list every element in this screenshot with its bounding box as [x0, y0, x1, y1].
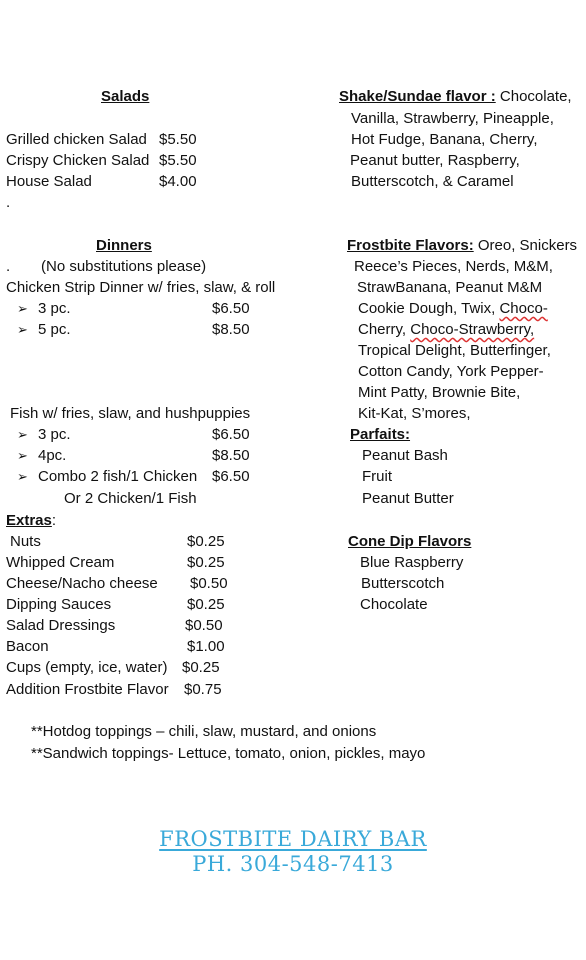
dinners-note: (No substitutions please)	[41, 258, 207, 275]
extras-heading-colon: :	[51, 512, 57, 529]
chicken-option-label: 3 pc.	[38, 300, 71, 317]
salad-item-house: House Salad	[6, 173, 92, 190]
extra-price: $0.25	[187, 596, 225, 613]
business-name-text: FROSTBITE DAIRY BAR	[159, 827, 427, 851]
parfait-item: Fruit	[362, 468, 392, 485]
hotdog-toppings-note: **Hotdog toppings – chili, slaw, mustard, and onions	[31, 723, 377, 740]
business-name	[0, 826, 586, 852]
extra-name: Nuts	[10, 533, 41, 550]
fish-option-price: $6.50	[212, 468, 250, 485]
fish-option-price: $6.50	[212, 426, 250, 443]
extra-price: $0.25	[187, 554, 225, 571]
salad-item-crispy: Crispy Chicken Salad	[6, 152, 150, 169]
shake-flavor-line: Hot Fudge, Banana, Cherry,	[351, 131, 538, 148]
extra-price: $1.00	[187, 638, 225, 655]
shake-heading: Shake/Sundae flavor :	[339, 88, 496, 105]
extras-heading	[6, 510, 56, 531]
bullet-arrow-icon: ➢	[17, 448, 28, 463]
frostbite-flavor-text: Choco-	[499, 300, 548, 317]
salad-item-grilled: Grilled chicken Salad	[6, 131, 147, 148]
frostbite-flavor-line: StrawBanana, Peanut M&M	[357, 279, 543, 296]
frostbite-flavor-line: Reece’s Pieces, Nerds, M&M,	[354, 258, 553, 275]
shake-flavor-line: Peanut butter, Raspberry,	[350, 152, 520, 169]
shake-flavor-line: Butterscotch, & Caramel	[351, 173, 514, 190]
frostbite-flavor-text: Cherry,	[358, 321, 407, 338]
extra-price: $0.75	[184, 681, 222, 698]
cone-dip-heading: Cone Dip Flavors	[348, 533, 472, 550]
salad-price-grilled: $5.50	[159, 131, 197, 148]
frostbite-flavor-line	[358, 319, 534, 340]
parfait-item: Peanut Butter	[362, 490, 454, 507]
frostbite-flavor-line	[358, 298, 548, 319]
dinners-note-dot: .	[6, 258, 11, 275]
chicken-option-label: 5 pc.	[38, 321, 71, 338]
chicken-option-price: $6.50	[212, 300, 250, 317]
extra-price: $0.25	[187, 533, 225, 550]
parfait-item: Peanut Bash	[362, 447, 448, 464]
bullet-arrow-icon: ➢	[17, 469, 28, 484]
bullet-arrow-icon: ➢	[17, 301, 28, 316]
extra-name: Addition Frostbite Flavor	[6, 681, 169, 698]
shake-heading-line	[339, 86, 572, 107]
salads-dot: .	[6, 194, 11, 211]
frostbite-heading-line	[347, 235, 577, 256]
salad-price-crispy: $5.50	[159, 152, 197, 169]
dinners-heading: Dinners	[96, 237, 152, 254]
bullet-arrow-icon: ➢	[17, 322, 28, 337]
frostbite-flavor-first: Oreo, Snickers	[477, 237, 578, 254]
extra-price: $0.50	[185, 617, 223, 634]
cone-dip-item: Chocolate	[360, 596, 428, 613]
salads-heading: Salads	[101, 88, 150, 105]
extra-price: $0.50	[190, 575, 228, 592]
parfaits-heading: Parfaits:	[350, 426, 411, 443]
extra-name: Cheese/Nacho cheese	[6, 575, 158, 592]
shake-flavor-first: Chocolate,	[499, 88, 572, 105]
fish-title: Fish w/ fries, slaw, and hushpuppies	[10, 405, 251, 422]
fish-option-price: $8.50	[212, 447, 250, 464]
chicken-strip-title: Chicken Strip Dinner w/ fries, slaw, & roll	[6, 279, 276, 296]
extra-name: Dipping Sauces	[6, 596, 112, 613]
business-phone: PH. 304-548-7413	[192, 852, 394, 876]
extra-name: Bacon	[6, 638, 49, 655]
cone-dip-item: Butterscotch	[361, 575, 445, 592]
extra-name: Salad Dressings	[6, 617, 116, 634]
frostbite-flavor-line: Tropical Delight, Butterfinger,	[358, 342, 551, 359]
fish-option-label: Combo 2 fish/1 Chicken	[38, 468, 198, 485]
extra-name: Cups (empty, ice, water)	[6, 659, 168, 676]
frostbite-flavor-line: Mint Patty, Brownie Bite,	[358, 384, 521, 401]
sandwich-toppings-note: **Sandwich toppings- Lettuce, tomato, onion, pickles, mayo	[31, 745, 426, 762]
extra-price: $0.25	[182, 659, 220, 676]
frostbite-flavor-line: Kit-Kat, S’mores,	[358, 405, 471, 422]
combo-alt: Or 2 Chicken/1 Fish	[64, 490, 197, 507]
fish-option-label: 4pc.	[38, 447, 67, 464]
frostbite-flavor-text: Cookie Dough, Twix,	[358, 300, 496, 317]
extra-name: Whipped Cream	[6, 554, 115, 571]
extras-heading-text: Extras	[6, 512, 52, 529]
frostbite-flavor-line: Cotton Candy, York Pepper-	[358, 363, 544, 380]
salad-price-house: $4.00	[159, 173, 197, 190]
shake-flavor-line: Vanilla, Strawberry, Pineapple,	[351, 110, 554, 127]
fish-option-label: 3 pc.	[38, 426, 71, 443]
cone-dip-item: Blue Raspberry	[360, 554, 464, 571]
frostbite-flavor-text: Choco-Strawberry,	[410, 321, 535, 338]
chicken-option-price: $8.50	[212, 321, 250, 338]
bullet-arrow-icon: ➢	[17, 427, 28, 442]
frostbite-heading: Frostbite Flavors:	[347, 237, 474, 254]
